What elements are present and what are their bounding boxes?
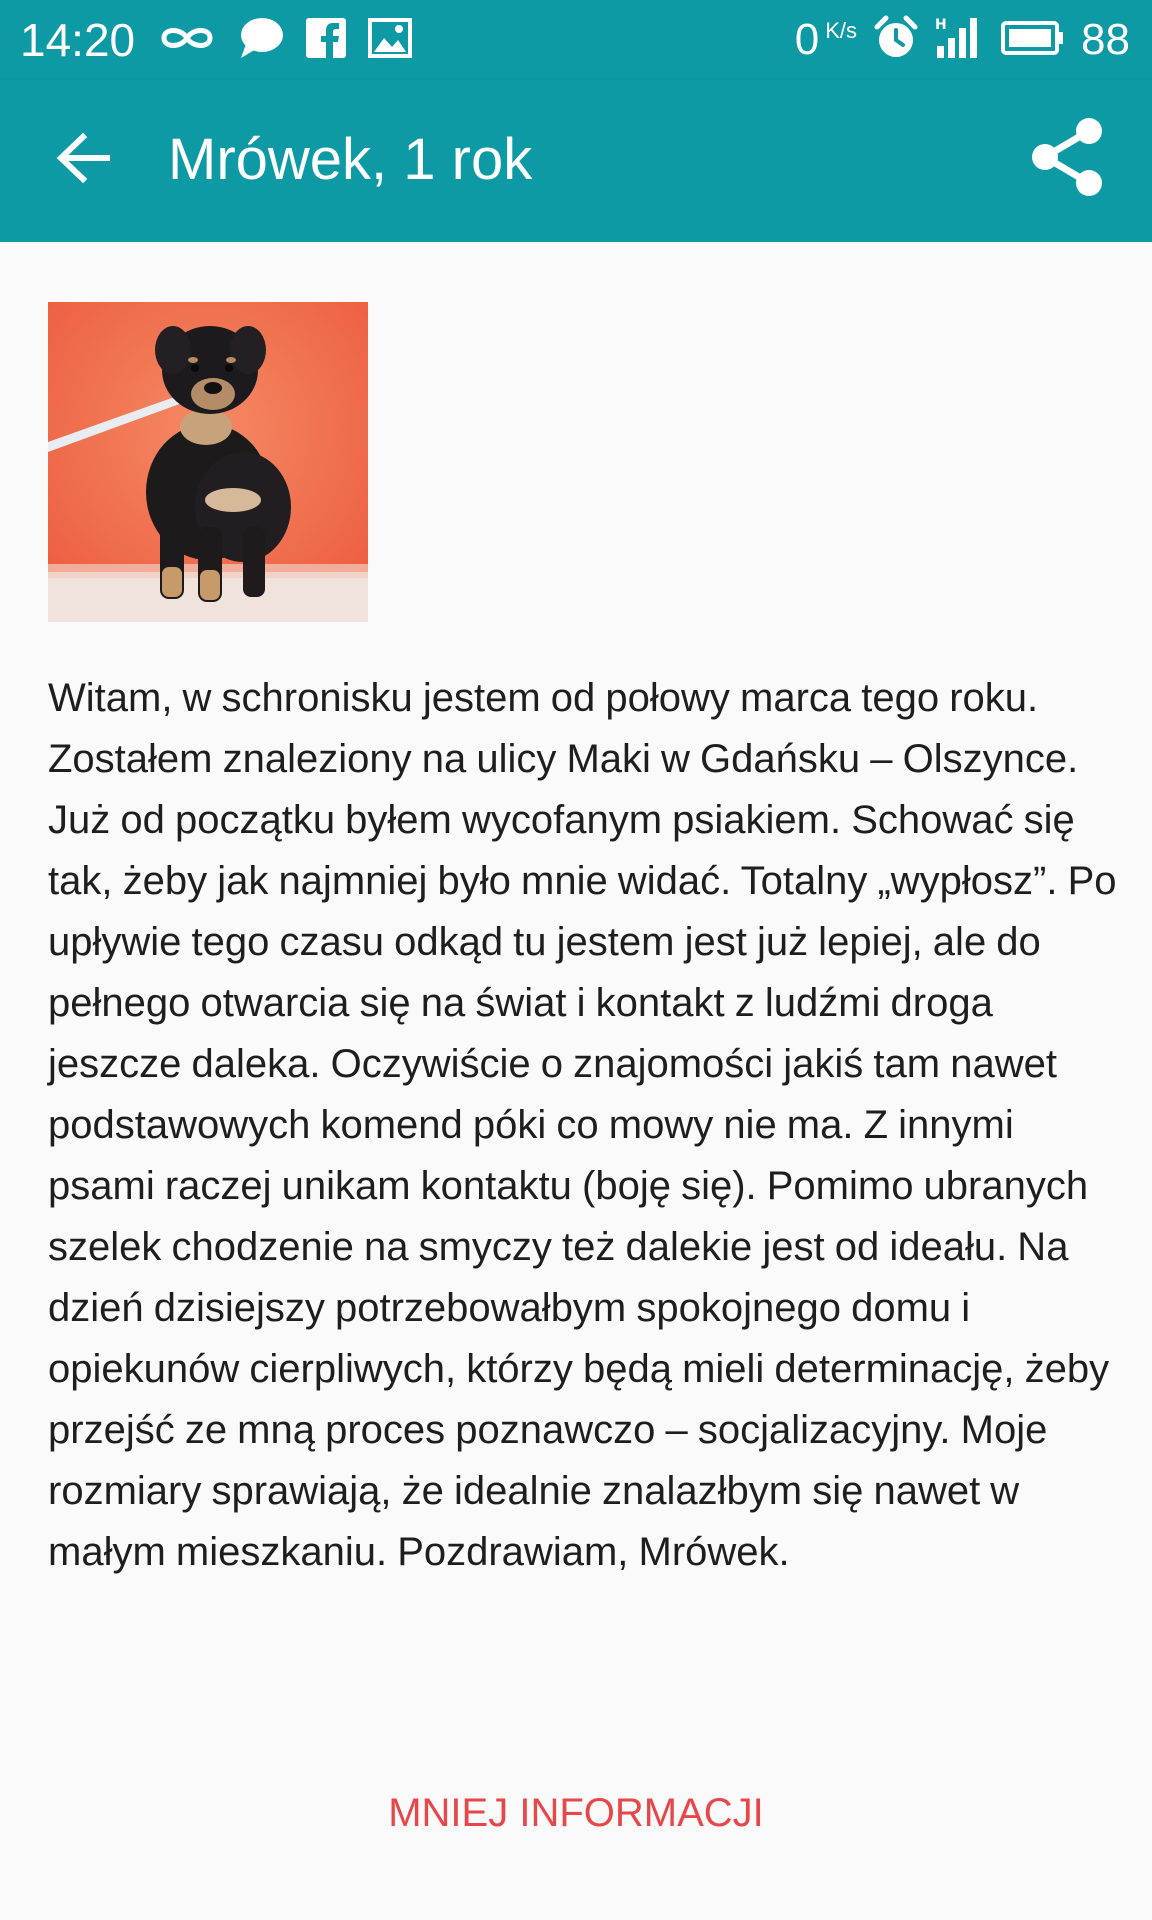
infinity-icon — [158, 23, 216, 58]
dog-description: Witam, w schronisku jestem od połowy marca tego roku. Zostałem znaleziony na ulicy Maki w Gdańsku – Olszynce. Już od początku byłem wycofanym psiakiem. Schować się tak, żeby jak najmniej było mnie widać. Totalny „wypłosz”. Po upływie tego czasu odkąd tu jestem jest już lepiej, ale do pełnego otwarcia się na świat i kontakt z ludźmi droga jeszcze daleka. Oczywiście o znajomości jakiś tam nawet podstawowych komend póki co mowy nie ma. Z innymi psami raczej unikam kontaktu (boję się). Pomimo ubranych szelek chodzenie na smyczy też dalekie jest od ideału. Na dzień dzisiejszy potrzebowałbym spokojnego domu i opiekunów cierpliwych, którzy będą mieli determinację, żeby przejść ze mną proces poznawczo – socjalizacyjny. Moje rozmiary sprawiają, że idealnie znalazłbym się nawet w małym mieszkaniu. Pozdrawiam, Mrówek. — [48, 676, 1117, 1574]
svg-text:H: H — [935, 16, 947, 33]
content — [0, 242, 1152, 1920]
share-button[interactable] — [1022, 114, 1112, 204]
image-icon — [368, 18, 412, 63]
share-icon — [1027, 115, 1107, 204]
signal-h-icon — [935, 16, 985, 65]
chat-bubble-icon — [238, 16, 284, 65]
network-speed-unit: K/s — [825, 18, 858, 43]
less-info-button[interactable]: MNIEJ INFORMACJI — [388, 1791, 764, 1835]
network-speed — [795, 14, 857, 66]
network-speed-value: 0 — [794, 15, 820, 64]
dog-photo[interactable] — [48, 302, 368, 622]
facebook-icon — [306, 18, 346, 63]
arrow-back-icon — [55, 132, 111, 189]
status-bar — [0, 0, 1152, 80]
status-time: 14:20 — [20, 14, 136, 66]
back-button[interactable] — [48, 130, 118, 190]
battery-percent: 88 — [1081, 15, 1130, 64]
page-title: Mrówek, 1 rok — [168, 127, 533, 192]
alarm-icon — [873, 15, 919, 66]
app-bar — [0, 80, 1152, 242]
battery-icon — [1001, 21, 1065, 60]
status-system-icons — [795, 12, 1130, 68]
status-notification-icons — [158, 14, 412, 66]
